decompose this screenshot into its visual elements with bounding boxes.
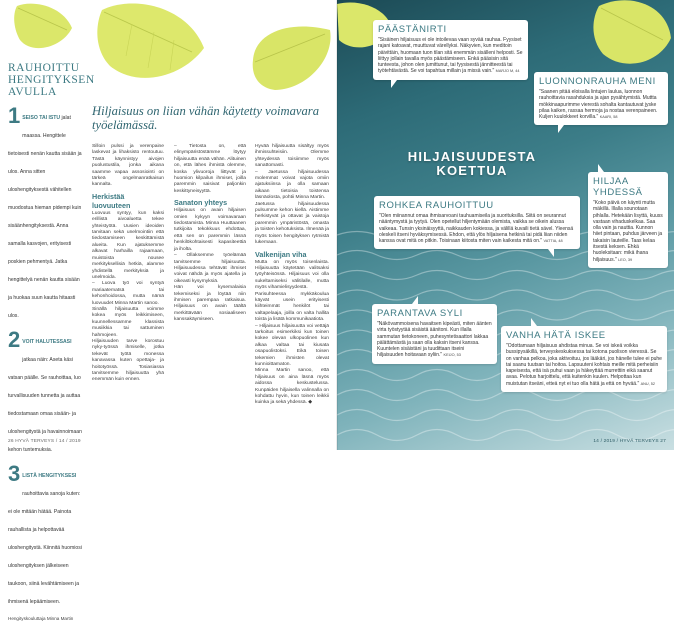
tip-lead: VOIT HALUTESSASI — [22, 339, 72, 345]
reader-quote-bubble — [372, 304, 497, 364]
paragraph: Hyvää hiljaisuutta sisältyy myös ihmissuhteisiin. Olemme yhteydessä toisiimme myös sanattomasti. — [255, 144, 329, 169]
reader-quote-bubble — [373, 20, 528, 80]
sidebar-title: RAUHOITTU HENGITYKSEN AVULLA — [8, 62, 95, 98]
bubble-signature: KEIJO, 53 — [443, 353, 461, 358]
bubble-title: ROHKEA RAUHOITTUU — [379, 200, 494, 211]
bubble-text — [379, 213, 575, 244]
tip-1 — [8, 103, 84, 322]
bubble-title: HILJAA YHDESSÄ — [593, 176, 643, 198]
article-column-2 — [174, 144, 246, 324]
page-footer-left: 26 HYVÄ TERVEYS / 14 / 2019 — [8, 439, 81, 444]
birch-leaf-icon — [589, 0, 674, 72]
tip-text — [8, 115, 82, 319]
bubble-text — [506, 343, 662, 387]
breathing-tips-sidebar — [8, 62, 95, 622]
bubble-text — [377, 321, 492, 359]
tip-text — [8, 473, 82, 605]
tip-3 — [8, 461, 84, 608]
article-column-1 — [92, 144, 164, 384]
birch-leaf-icon — [92, 0, 212, 90]
bubble-title: LUONNONRAUHA MENI — [539, 76, 656, 87]
tip-number: 2 — [8, 327, 21, 352]
tip-text — [8, 339, 82, 453]
sidebar-source: Hengityskouluttaja Minna Martin — [8, 616, 74, 621]
reader-quote-bubble — [374, 196, 580, 249]
bubble-title: PÄÄSTÄNIRTI — [378, 24, 447, 35]
right-page — [337, 0, 674, 450]
paragraph: Luovuus syntyy, kun kaksi erillistä aivoaluetta tekee yhteistyötä. Uusien ideoiden tarvitaan sekä unelmointiin että tiedostamiseen keskittämistä alueita. Kun ajatuksemme alkavat harhailla rajaamaan, muistoista nousee merkityksellisiä hetkiä, alamme yhdistellä merkityksiä ja unelmoida. — [92, 210, 164, 280]
bubble-quote: "Odottamaan hiljaisuus ahdistaa minua. Se voi iskeä voikka bussipysäkillä, terveyskeskuksessa tai kotona puolison vieressä. Se on vanhaa pelkoa, joka aktivoituu, jos lääkäri, jos hänelle tulee ei puhe tai saanu tuutsan tai hoitoa. Lapsuuteni kohtais meille mitä perheisiin kapeisesta, että isä puhui vaan ja häkeyttää murrettiin eikä saanut avaa. Pelotus harjoittelu, että kuitenkin kuulen. Helpottaa kun muistutan itseäni, etteä nyt ei tuo olla hätä ja että on hyvää." — [506, 343, 662, 387]
pull-quote-headline: Hiljaisuus on liian vähän käytetty voimavara työelämässä. — [92, 104, 320, 132]
bubble-quote: "Sisäinen hiljaisuus ei ole intoilevaa vaan syvää rauhaa. Fyysiset rajani katoavat, muuttuvat värellyksi. Näkyvien, kun meditoin päivittäin, huomaan tuon tilan sitä enemmän sisälleni helposti. Se liittyy jollain tavalla myös päästämiseen. Enkä pääsisin sitä tunteesta, johon olen jumittunut, tai fyysisestä jännitteestä tai työtehtävästä. Se voi tapahtua millain ja missä vain." — [378, 37, 523, 75]
paragraph: Sinällä hiljaisuutta voimme kokea myös leikkimiseen, kuunnellessamme klassista musiikkia tai sattuminen hahmojeen. — [92, 306, 164, 338]
paragraph: Jaetussa hiljaisuudessa pulsumme kehon kiellä. Aistimme herkistyvät ja ottavat ja vaistoja paremmin ympäristöstä, omasta ja toisten kehotuksista. Ilmenää ja myös toisen hengityksen rytmistä lukemaan. — [255, 201, 329, 246]
bubble-text — [378, 37, 523, 75]
bubble-text — [539, 89, 663, 120]
reader-quote-bubble — [588, 172, 668, 268]
page-footer-right: 14 / 2019 / HYVÄ TERVEYS 27 — [593, 439, 666, 444]
paragraph: – Ollaksemme työelämää tarvitsemme hiljaisuutta. Hiljaisuudessa tehtävät ihmiset voivat nähdä ja myös ajatella ja oikeasti kysymyksiä. — [174, 253, 246, 284]
bubble-quote: "Näkövammoisena havaitsen kipeästi, miten äänten virta työstyytää sisäistä äänitoni. Kun illalla sammutan tietokoneen, puhesyntetisaattori lakkaa pälättämästä ja saan olla kaksin itseni kanssa. Kuuntelen sisäistäni ja tuudittaan itseini hiljaisuuden hoitavaan syliin." — [377, 321, 492, 359]
paragraph: Hiljaisuuden tarve korostuu nyky-työssä ihmiselle, jotka tekevät työtä monessa kanavassa kuten opettaja- ja hoitotyössä. Tosiasiassa tarvitsemme hiljaisuutta yhä enemmän kuin ennen. — [92, 338, 164, 383]
paragraph: Hiljaisuus on avain hiljaisen omien kykyyn voimavaraan tiedostamista. Minna Huuttaanen tutkijoita tekokkuus ehdottaa, että sen on paremmin läsnä henkilökohtaisesti kapasiteettiä ja iholta. — [174, 208, 246, 252]
bubble-signature: ANU, 52 — [640, 381, 655, 386]
tip-body: rauhoittavia sanoja kuten: ei ole mitään hätää. Painota rauhallista ja helpottavää uloshengitystä. Kiinnitä huomiosi uloshengityksen jälkeiseen taukoon, siinä levähtämiseen ja ihmisenä lepäämiseen. — [8, 491, 82, 605]
bubble-quote: "Olen miinannut omaa ihmisarvoani tauhuamiseila ja suorituksilla. Siitä on seurannut nääntymystä ja tyytyä. Olen opetellut hiljentymään olemista, vaikka se oikein alussa vaikeaa. Tunsin yksinäisyyttä, naikkauden kokiessa, ja välillä kuvaili tietä sävel. Yleensä oleskeli itseni hyväksymisessä. Ehdon, että ylös hiljaisena hetkinä tai pidä liian niiden kanssa ovat mitä on pitkin. Toisinaan kiitosta miten vain kaikesta mitä on." — [379, 213, 574, 245]
paragraph: – Tietosta on, että elinympäristöstämme löytyy hiljaisuutta enää vähän. Alituinen on, että lähes ihmistä olemme, koska ylivuoroja liittyvät ja huomion kilpailun ihmiset, joilla paremmin saisivat paljonkin keskittyneisyyttä. — [174, 144, 246, 194]
paragraph: Minna Martin sanoo, että hiljaisuus on aina läsnä myös aidossa keskustelussa. Kunpäiden hiljaisella valinnalla on kohdattu hyvin, kun toinen leikkii kuinka ja sekä yhdessä. ◆ — [255, 368, 329, 406]
bubble-signature: LEO, 39 — [618, 257, 633, 262]
reader-quote-bubble — [534, 72, 668, 125]
left-page — [0, 0, 337, 621]
subheading: Valkenijan viha — [255, 249, 307, 259]
paragraph: – Jaetussa hiljaisuudessa molemmat voivat vajota omiin ajatuksiinsa ja olla samaan aikaan tietoisia toistensa läsnäolosta, pohtii Minna Martin. — [255, 169, 329, 201]
tip-body: jatkaa näin: Aseta käsi vatsan päälle. Se rauhoittaa, luo turvallisuuden tunnetta ja auttaa tiedostamaan omaa sisään- ja uloshengitystä ja havainnoimaan kehon tuntemuksia. — [8, 357, 82, 453]
paragraph: – Hiljaisuus hiljaisuutta voi vettäjä tarkoitus esimerkiksi kun toinen kokee olevan ulkopuolinen kun alkaa valtaa tai kiusata osapuolistoksi. Eikä toisen tekemien ihmisten olevat kunnioittamaton. — [255, 323, 329, 367]
bubble-title: VANHA HÄTÄ ISKEE — [506, 330, 606, 341]
paragraph: Hän voi kysemalaisia tekemiseksi ja löytää niin ihmisen parempaa ratkaisua. Hiljaisuus on avain täältä merkittävään sosiaaliseen kanssakäymiseen. — [174, 285, 246, 323]
tip-number: 1 — [8, 103, 21, 128]
tip-lead: SEISO TAI ISTU — [22, 115, 61, 121]
paragraph: Silloin pulssi ja verenpaine laskevat ja lihaksisto rentoutuu. Tästä käynnistyy aivojen puolustustila, jonka aikana saamme vapaa assosiointi on tärkeä ongelmanratkaisun kannalta. — [92, 144, 164, 188]
subheading: Herkistää luovuuteen — [92, 191, 131, 210]
bubble-signature: MARJO M, 44 — [495, 69, 520, 74]
page-gutter — [336, 0, 338, 450]
bubble-signature: KAARI, 58 — [599, 115, 618, 120]
birch-leaf-icon — [12, 0, 82, 60]
bubble-signature: VATTIA, 48 — [543, 239, 563, 244]
article-column-3 — [255, 144, 329, 407]
paragraph: – Luova työ voi syntyä mariaatematsä tai kehonhoidossa, mutta nämä luovuudet Minna Martin sanoo. — [92, 281, 164, 306]
section-title: HILJAISUUDESTA KOETTUA — [407, 149, 537, 178]
bubble-quote: "Koko päivä on käynti mutta mäkillä. Illalla sounotaan pihlalla. Hetekään lisyttä, kuuss vastaan vihaduskelkaa. Saa olla vain ja nauttia. Kunnon hiiet pintaan, puhdus järveen ja takaisin lauteille. Taas kelaa itsestä keksen. Ehkä huoleksitaan: mikä ihana hiljaisuus." — [593, 200, 663, 263]
bubble-title: PARANTAVA SYLI — [377, 308, 463, 319]
tip-lead: LISTÄ HENGITYKSESI — [22, 473, 77, 479]
bubble-text — [593, 200, 663, 263]
bubble-quote: "Saanen pitää eloisalla lintujen laulua, luonnon rauhoittavia rasahduksia ja ajan pysähtymistä. Muttta mökkinaapurimme vierestä sohalta kantautuvat jyske pilaa kaiken, rassaa hermoja ja nostaa verenpaineen. Kuljen kuulokkeet korvilla." — [539, 89, 658, 121]
birch-leaf-icon — [245, 20, 335, 95]
tip-2 — [8, 327, 84, 456]
tip-body: jalat maassa. Hengittele tietoisesti nenän kautta sisään ja ulos. Anna sitten uloshengityksestä vähitellen muodostua hieman pidempi kuin sisäänhengityksestä. Anna samalla kasvojen, erityisesti poskien pehmentyä. Jatka hengittelyä nenän kautta sisään ja huokaa suun kautta hitaasti ulos. — [8, 115, 82, 319]
tip-number: 3 — [8, 461, 21, 486]
subheading: Sanaton yhteys — [174, 198, 228, 208]
reader-quote-bubble — [501, 326, 667, 392]
paragraph: Mutta on myös toisenlaista. Hiljaisuutta käytetään valitsaksi työyhteisössä. Hiljaisuus voi olla sukeltamiseksi välitilalle, mutta myös vihamielisyydestä. — [255, 259, 329, 291]
paragraph: Parisuhteessa mykkäkoulua käyvät usein erityisesti kiihteimmät henkilöt tai valtapelaaja, joilla on valta hallita toista ja lisätä kommunikaatiota. — [255, 291, 329, 323]
